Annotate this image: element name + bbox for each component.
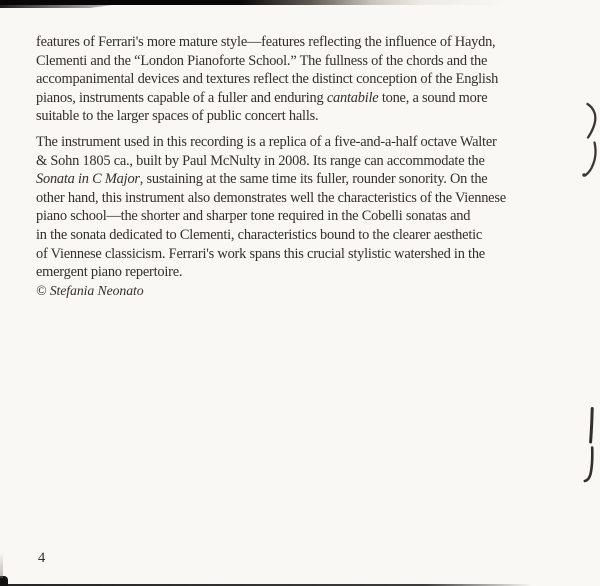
text-line [36, 226, 584, 245]
text-segment: suitable to the larger spaces of public concert halls. [36, 108, 319, 125]
text-segment: piano school—the shorter and sharper tone required in the Cobelli sonatas and [36, 208, 471, 225]
text-line [36, 33, 584, 52]
author-credit: © Stefania Neonato [36, 282, 144, 298]
text-line [36, 133, 584, 152]
paragraphs-container [36, 33, 584, 282]
text-line [36, 245, 584, 264]
paragraph [36, 33, 584, 126]
text-line [36, 70, 584, 89]
text-segment: emergent piano repertoire. [36, 264, 183, 281]
edge-mark-j-shaped-stroke-icon [585, 448, 593, 482]
text-segment: tone, a sound more [378, 89, 488, 106]
edge-mark-curved-stroke-with-dot-icon [585, 143, 596, 176]
text-segment: of Viennese classicism. Ferrari's work spans this crucial stylistic watershed in the [36, 245, 485, 262]
edge-mark-curved-stroke-upper-icon [588, 104, 596, 138]
italic-text-segment: Sonata in C Major [36, 171, 140, 188]
text-segment: features of Ferrari's more mature style—features reflecting the influence of Haydn, [36, 34, 496, 50]
scan-left-smudge [0, 552, 3, 578]
text-line [36, 170, 584, 189]
text-segment: Clementi and the “London Pianoforte School.” The fullness of the chords and the [36, 52, 488, 69]
text-line [36, 152, 584, 171]
text-line [36, 107, 584, 126]
paragraph [36, 133, 584, 282]
text-line [36, 52, 584, 71]
text-segment: in the sonata dedicated to Clementi, characteristics bound to the clearer aesthetic [36, 226, 483, 243]
edge-mark-vertical-stroke-icon [591, 409, 593, 443]
text-line [36, 263, 584, 282]
text-segment: other hand, this instrument also demonstrates well the characteristics of the Viennese [36, 189, 506, 206]
text-segment: & Sohn 1805 ca., built by Paul McNulty in 2008. Its range can accommodate the [36, 152, 485, 169]
text-line [36, 89, 584, 108]
text-segment: The instrument used in this recording is a replica of a five-and-a-half octave Walter [36, 133, 497, 150]
text-line [36, 207, 584, 226]
page-number: 4 [38, 550, 46, 566]
italic-text-segment: cantabile [326, 89, 379, 106]
text-segment: pianos, instruments capable of a fuller and enduring [36, 89, 327, 106]
text-line [36, 189, 584, 208]
body-text [36, 33, 584, 300]
text-segment: accompanimental devices and textures reflect the distinct conception of the English [36, 71, 499, 88]
text-segment: , sustaining at the same time its fuller, rounder sonority. On the [139, 171, 488, 188]
